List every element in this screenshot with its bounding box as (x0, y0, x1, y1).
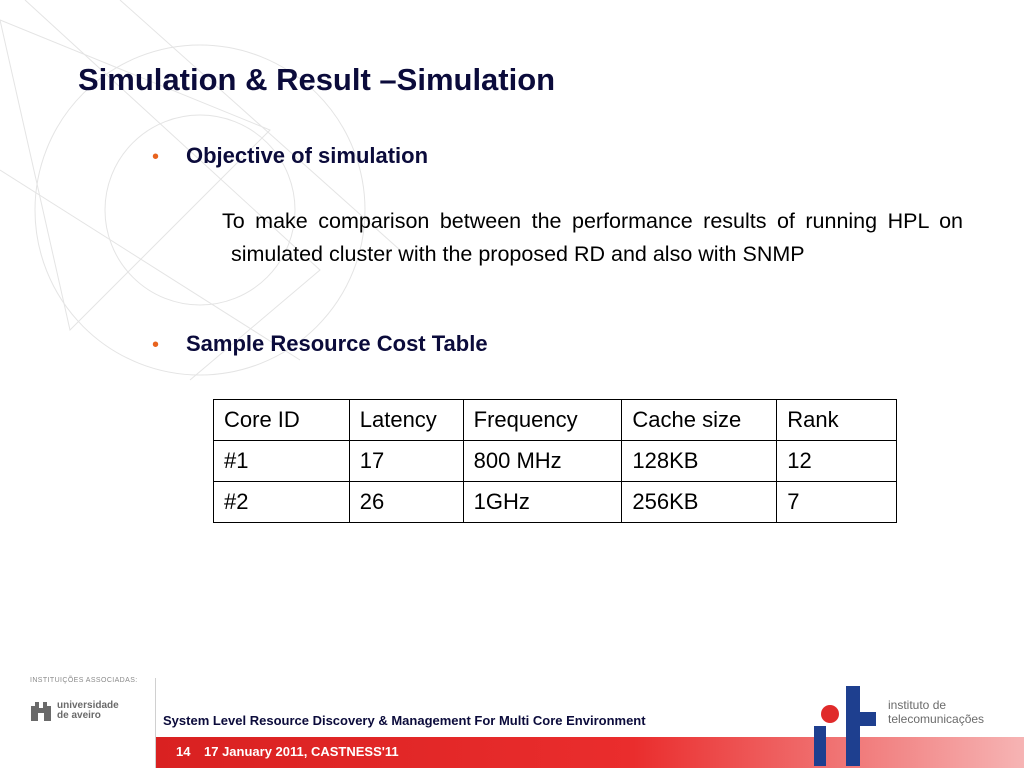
header-cell: Core ID (214, 400, 350, 441)
table-cell: 256KB (622, 482, 777, 523)
bullet-label: Sample Resource Cost Table (186, 331, 488, 356)
institute-name (888, 698, 984, 726)
university-name-line1: universidade (57, 700, 119, 711)
presentation-title: System Level Resource Discovery & Management For Multi Core Environment (163, 713, 646, 728)
university-logo-icon (30, 700, 52, 722)
bullet-marker: • (152, 146, 160, 168)
table-cell: 26 (349, 482, 463, 523)
bullet-cost-table (152, 331, 488, 357)
university-name-line2: de aveiro (57, 710, 101, 721)
bullet-label: Objective of simulation (186, 143, 429, 168)
it-logo-icon (806, 686, 882, 766)
table-cell: #1 (214, 441, 350, 482)
table-row (214, 441, 897, 482)
table-header-row (214, 400, 897, 441)
associated-institutions-label: INSTITUIÇÕES ASSOCIADAS: (30, 677, 138, 684)
table-cell: 7 (777, 482, 897, 523)
university-name (57, 701, 119, 721)
bullet-objective (152, 143, 428, 169)
table-cell: #2 (214, 482, 350, 523)
footer-date: 17 January 2011, CASTNESS'11 (204, 744, 399, 759)
header-cell: Rank (777, 400, 897, 441)
table-cell: 12 (777, 441, 897, 482)
table-cell: 800 MHz (463, 441, 622, 482)
header-cell: Cache size (622, 400, 777, 441)
table-cell: 1GHz (463, 482, 622, 523)
header-cell: Frequency (463, 400, 622, 441)
table-cell: 128KB (622, 441, 777, 482)
table-row (214, 482, 897, 523)
header-cell: Latency (349, 400, 463, 441)
objective-paragraph: To make comparison between the performance results of running HPL on simulated cluster with the proposed RD and also with SNMP (222, 208, 963, 266)
university-logo (30, 700, 119, 722)
institute-name-line2: telecomunicações (888, 712, 985, 726)
slide-title: Simulation & Result –Simulation (78, 62, 556, 97)
table-cell: 17 (349, 441, 463, 482)
page-number: 14 (176, 744, 191, 759)
resource-cost-table (213, 399, 897, 523)
bullet-marker: • (152, 334, 160, 356)
institute-name-line1: instituto de (888, 698, 947, 712)
